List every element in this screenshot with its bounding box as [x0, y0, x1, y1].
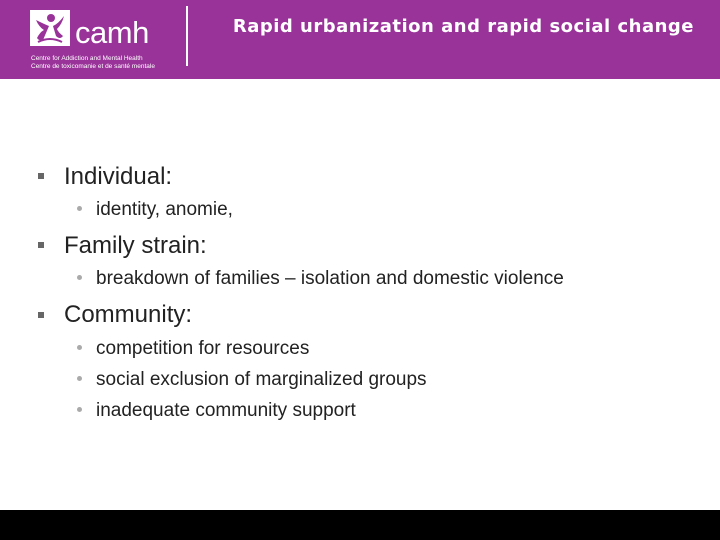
dot-bullet-icon — [77, 345, 82, 350]
sub-bullet-identity: identity, anomie, — [96, 199, 233, 220]
camh-figure-logo-icon — [30, 10, 70, 46]
bullet-individual: Individual: — [64, 163, 173, 190]
sub-bullet-breakdown: breakdown of families – isolation and domestic violence — [96, 268, 564, 289]
dot-bullet-icon — [77, 407, 82, 412]
bullet-community: Community: — [64, 301, 193, 328]
footer-bar — [0, 510, 720, 540]
square-bullet-icon — [38, 242, 44, 248]
header-bar — [0, 0, 720, 79]
dot-bullet-icon — [77, 206, 82, 211]
dot-bullet-icon — [77, 275, 82, 280]
dot-bullet-icon — [77, 376, 82, 381]
slide-title: Rapid urbanization and rapid social change — [232, 16, 694, 37]
sub-bullet-community-support: inadequate community support — [96, 400, 356, 421]
sub-bullet-social-exclusion: social exclusion of marginalized groups — [96, 369, 427, 390]
logo-french-name: Centre de toxicomanie et de santé mentale — [31, 63, 155, 70]
header-divider — [186, 6, 188, 66]
sub-bullet-competition: competition for resources — [96, 338, 310, 359]
bullet-family-strain: Family strain: — [64, 232, 207, 259]
square-bullet-icon — [38, 173, 44, 179]
camh-logo — [26, 8, 176, 70]
logo-english-name: Centre for Addiction and Mental Health — [31, 55, 143, 62]
logo-wordmark: camh — [75, 15, 149, 50]
square-bullet-icon — [38, 312, 44, 318]
